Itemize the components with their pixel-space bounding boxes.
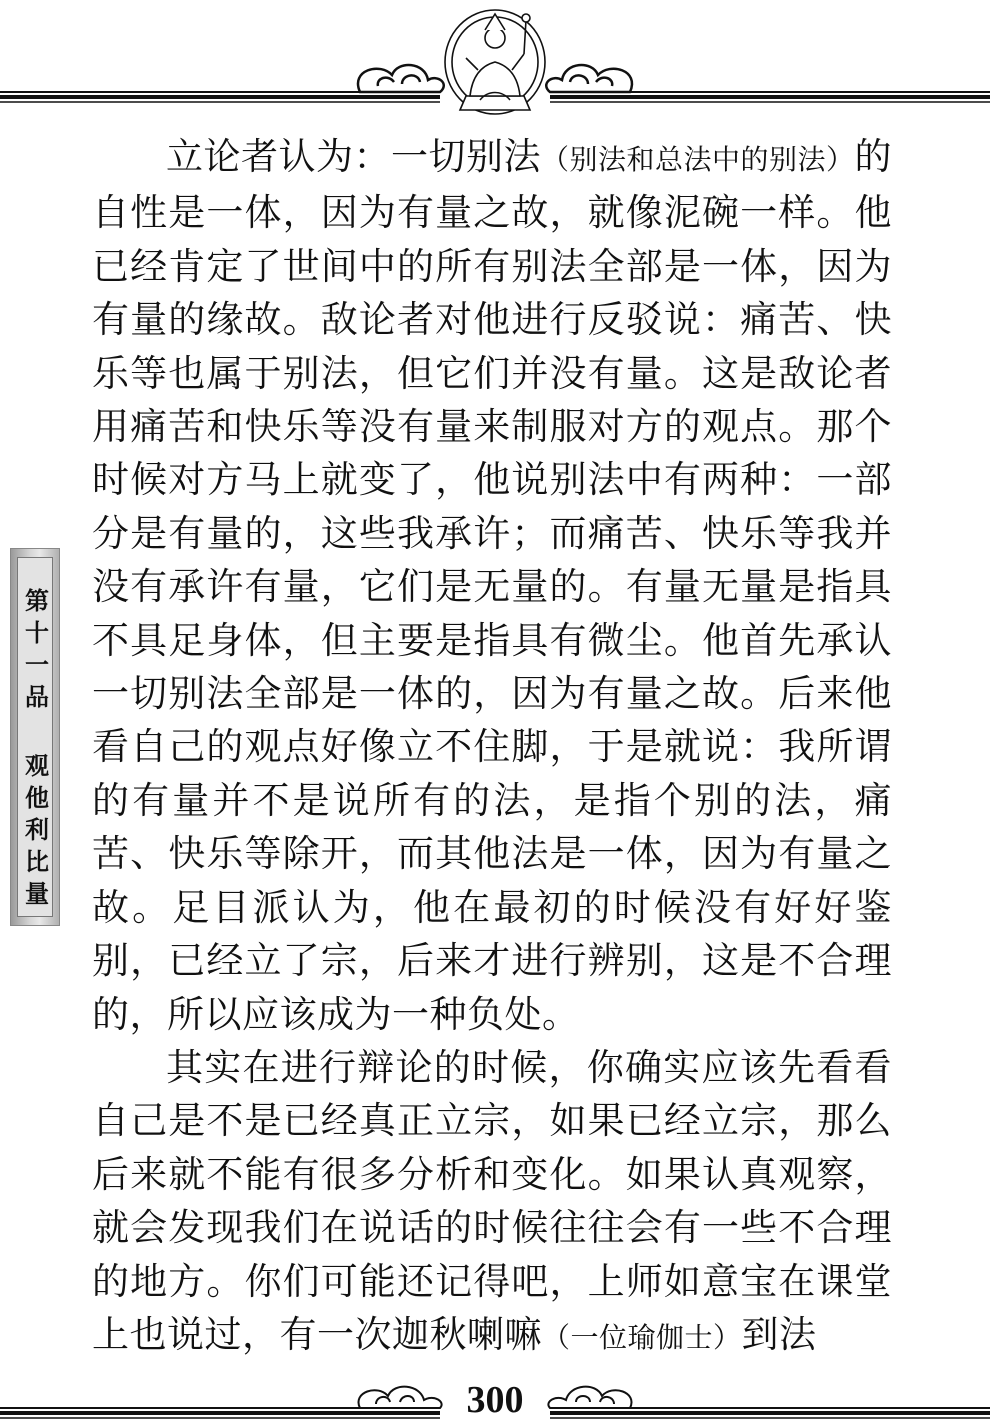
- paragraph-2-text-a: 其实在进行辩论的时候，你确实应该先看看自己是不是已经真正立宗，如果已经立宗，那么后来就不能有很多分析和变化。如果认真观察，就会发现我们在说话的时候往往会有一些不合理的地方。你们可能还记得吧，上师如意宝在课堂上也说过，有一次迦秋喇嘛: [92, 1045, 892, 1356]
- page-number: 300: [466, 1379, 524, 1421]
- cloud-scroll-right-icon: [546, 65, 632, 92]
- chapter-side-tab-label: 第十一品 观他利比量: [17, 557, 53, 917]
- paragraph-2-text-b: 到法: [741, 1312, 817, 1356]
- paragraph-1-text-a: 立论者认为：一切别法: [166, 135, 541, 178]
- paragraph-2: [92, 1041, 892, 1364]
- chapter-side-tab: [10, 548, 60, 926]
- body-text: [92, 130, 892, 1364]
- paragraph-1-text-b: 的自性是一体，因为有量之故，就像泥碗一样。他已经肯定了世间中的所有别法全部是一体，因为有量的缘故。敌论者对他进行反驳说：痛苦、快乐等也属于别法，但它们并没有量。这是敌论者用痛苦和快乐等没有量来制服对方的观点。那个时候对方马上就变了，他说别法中有两种：一部分是有量的，这些我承许；而痛苦、快乐等我并没有承许有量，它们是无量的。有量无量是指具不具足身体，但主要是指具有微尘。他首先承认一切别法全部是一体的，因为有量之故。后来他看自己的观点好像立不住脚，于是就说：我所谓的有量并不是说所有的法，是指个别的法，痛苦、快乐等除开，而其他法是一体，因为有量之故。足目派认为，他在最初的时候没有好好鉴别，已经立了宗，后来才进行辨别，这是不合理的，所以应该成为一种负处。: [92, 135, 893, 1036]
- deity-figure-icon: [445, 10, 545, 114]
- paragraph-2-note: （一位瑜伽士）: [542, 1320, 742, 1354]
- paragraph-1-note: （别法和总法中的别法）: [541, 143, 855, 176]
- header-ornament: [0, 0, 990, 120]
- cloud-scroll-left-icon: [358, 65, 444, 92]
- paragraph-1: [92, 130, 892, 1041]
